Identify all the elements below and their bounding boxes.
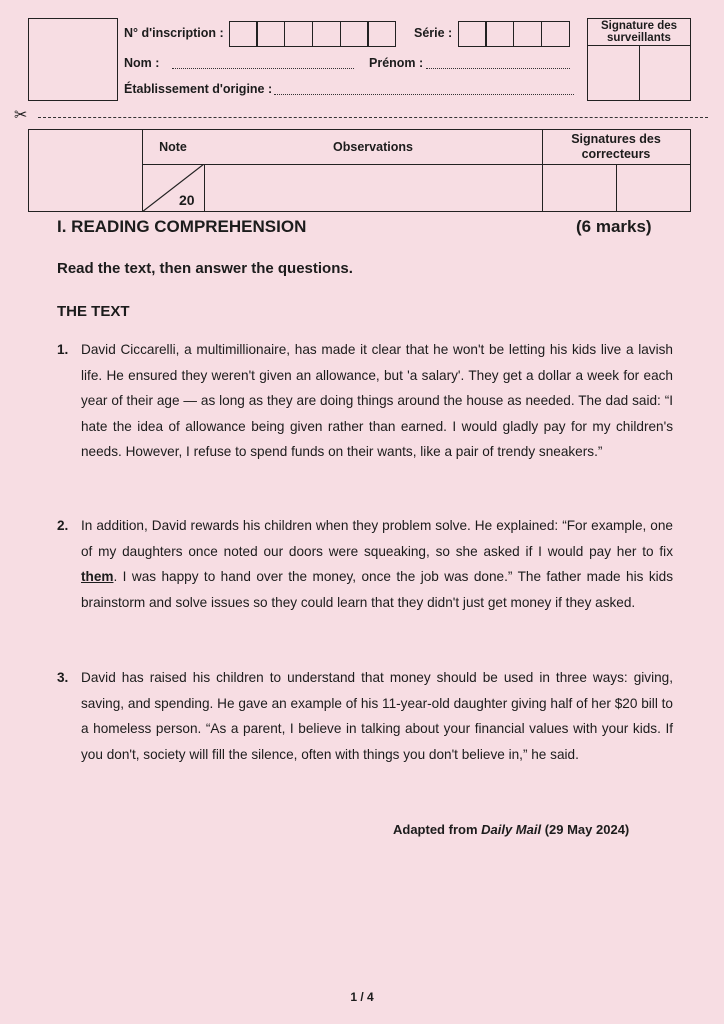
serie-label: Série : bbox=[414, 26, 453, 40]
source-citation: Adapted from Daily Mail (29 May 2024) bbox=[393, 822, 630, 837]
section-title: I. READING COMPREHENSION bbox=[57, 217, 307, 236]
cut-line bbox=[38, 117, 708, 118]
paragraph-text: David has raised his children to understand that money should be used in three ways: giving, saving, and spending. He gave an example of his 11-year-old daughter giving half of her $20 bill to a homeless person. “As a parent, I believe in talking about your financial values with your kids. If you don't, society will fill the silence, often with things you don't believe in,” he said. bbox=[81, 670, 673, 762]
paragraph-text: David Ciccarelli, a multimillionaire, has made it clear that he won't be letting his kids live a lavish life. He ensured they weren't given an allowance, but 'a salary'. They get a dollar a week for each year of their age — as long as they are doing things around the house as needed. The dad said: “I hate the idea of allowance being given rather than earned. I would gladly pay for my children's needs. However, I refuse to spend funds on their wants, like a pair of trendy sneakers.” bbox=[81, 342, 673, 459]
highlighted-word: them bbox=[81, 569, 114, 584]
inscription-label: N° d'inscription : bbox=[124, 26, 224, 40]
serie-cells[interactable] bbox=[459, 21, 570, 47]
etablissement-field[interactable] bbox=[274, 94, 574, 95]
section-marks: (6 marks) bbox=[576, 217, 652, 236]
nom-field[interactable] bbox=[172, 68, 354, 69]
paragraph-2 bbox=[57, 513, 673, 615]
note-total: 20 bbox=[179, 192, 195, 208]
signature-surveillants-label: Signature des surveillants bbox=[588, 20, 690, 46]
signature-surveillants-box bbox=[587, 18, 691, 101]
page-number: 1 / 4 bbox=[350, 990, 374, 1004]
nom-label: Nom : bbox=[124, 56, 160, 70]
grading-table bbox=[28, 129, 691, 212]
paragraph-1 bbox=[57, 337, 673, 465]
paragraph-number: 1. bbox=[57, 342, 69, 357]
prenom-field[interactable] bbox=[426, 68, 570, 69]
scissors-icon: ✂ bbox=[14, 107, 28, 124]
paragraph-number: 3. bbox=[57, 670, 69, 685]
header-blank-box bbox=[28, 18, 118, 101]
paragraph-3 bbox=[57, 665, 673, 767]
etablissement-label: Établissement d'origine : bbox=[124, 82, 273, 96]
signatures-correcteurs-header: Signatures des correcteurs bbox=[571, 132, 661, 161]
prenom-label: Prénom : bbox=[369, 56, 424, 70]
instruction: Read the text, then answer the questions. bbox=[57, 260, 353, 277]
paragraph-number: 2. bbox=[57, 518, 69, 533]
note-header: Note bbox=[159, 140, 187, 154]
observations-header: Observations bbox=[333, 140, 413, 154]
inscription-number-cells[interactable] bbox=[230, 21, 396, 47]
paragraph-text: In addition, David rewards his children when they problem solve. He explained: “For example, one of my daughters once noted our doors were squeaking, so she asked if I would pay her to fix them. I was happy to hand over the money, once the job was done.” The father made his kids brainstorm and solve issues so they could learn that they didn't just get money if they asked. bbox=[81, 518, 673, 610]
text-heading: THE TEXT bbox=[57, 303, 130, 320]
